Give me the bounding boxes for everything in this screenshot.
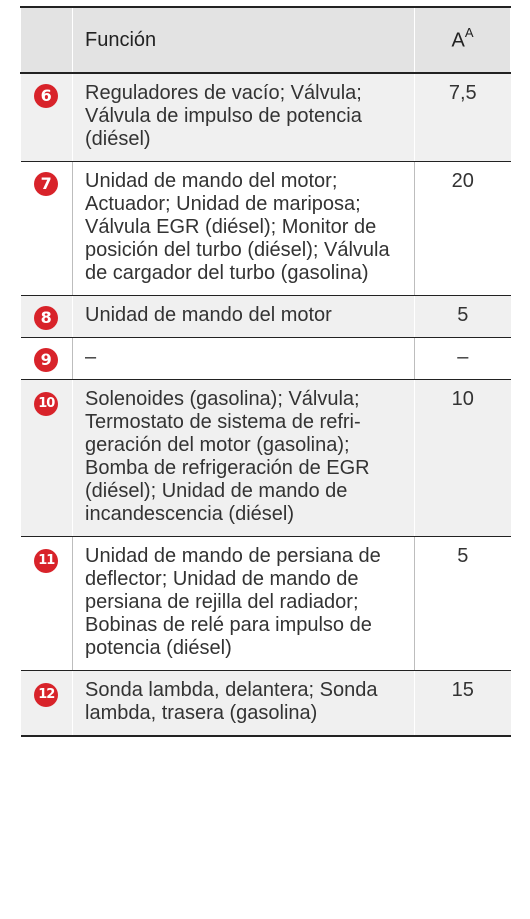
fuse-amps: 5 bbox=[415, 296, 511, 338]
fuse-function: Sonda lambda, delantera; Sonda lambda, trasera (gasolina) bbox=[73, 671, 415, 737]
fuse-number-cell bbox=[21, 338, 73, 380]
fuse-number-badge: 6 bbox=[34, 84, 58, 108]
table-row bbox=[21, 338, 511, 380]
table-row bbox=[21, 380, 511, 537]
fuse-function: Reguladores de vacío; Válvula; Válvula de impulso de potencia (diésel) bbox=[73, 73, 415, 162]
fuse-function: Unidad de mando del motor bbox=[73, 296, 415, 338]
fuse-number-badge: 9 bbox=[34, 348, 58, 372]
header-amp-superscript: A bbox=[464, 25, 474, 41]
fuse-function: – bbox=[73, 338, 415, 380]
fuse-amps: 20 bbox=[415, 162, 511, 296]
fuse-amps: 5 bbox=[415, 537, 511, 671]
fuse-number-cell bbox=[21, 671, 73, 737]
header-function bbox=[73, 7, 415, 73]
table-row bbox=[21, 537, 511, 671]
fuse-number-badge: 12 bbox=[34, 683, 58, 707]
fuse-number-badge: 10 bbox=[34, 392, 58, 416]
fuse-table bbox=[20, 6, 511, 737]
fuse-amps: 15 bbox=[415, 671, 511, 737]
fuse-amps: – bbox=[415, 338, 511, 380]
fuse-function: Unidad de mando de persiana de deflector; Unidad de mando de persiana de rejilla del radiador; Bobinas de relé para impulso de potencia (diésel) bbox=[73, 537, 415, 671]
header-function-label: Función bbox=[85, 28, 157, 51]
header-amp-label: A bbox=[451, 29, 465, 52]
fuse-function: Solenoides (gasolina); Válvula; Termostato de sistema de refrigeración del motor (gasolina); Bomba de refrigeración de EGR (diésel); Unidad de mando de incandescencia (diésel) bbox=[73, 380, 415, 537]
table-header-row bbox=[21, 7, 511, 73]
fuse-number-badge: 8 bbox=[34, 306, 58, 330]
fuse-number-badge: 7 bbox=[34, 172, 58, 196]
header-number-cell bbox=[21, 7, 73, 73]
fuse-number-cell bbox=[21, 296, 73, 338]
table-row bbox=[21, 73, 511, 162]
table-row bbox=[21, 671, 511, 737]
header-amps bbox=[415, 7, 511, 73]
fuse-number-cell bbox=[21, 73, 73, 162]
table-row bbox=[21, 296, 511, 338]
fuse-number-badge: 11 bbox=[34, 549, 58, 573]
fuse-amps: 7,5 bbox=[415, 73, 511, 162]
fuse-number-cell bbox=[21, 162, 73, 296]
fuse-amps: 10 bbox=[415, 380, 511, 537]
fuse-function: Unidad de mando del motor; Actuador; Unidad de mariposa; Válvula EGR (diésel); Monitor de posición del turbo (diésel); Válvula de cargador del turbo (gasolina) bbox=[73, 162, 415, 296]
table-row bbox=[21, 162, 511, 296]
fuse-number-cell bbox=[21, 537, 73, 671]
fuse-number-cell bbox=[21, 380, 73, 537]
